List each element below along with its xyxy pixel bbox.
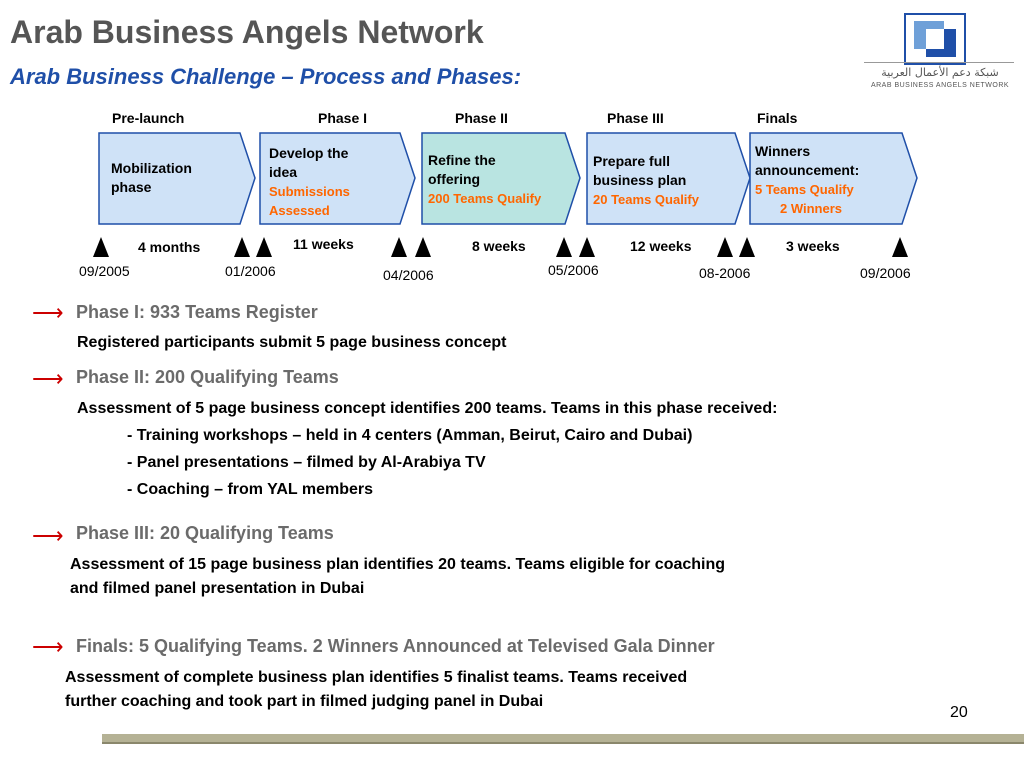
arrow-right-icon: ⟶	[32, 523, 64, 548]
section-bullet: - Panel presentations – filmed by Al-Arabiya TV	[127, 454, 486, 471]
box-phase-2-text: Refine the offering 200 Teams Qualify	[428, 152, 542, 206]
date-label: 01/2006	[225, 263, 276, 279]
triangle-up-icon	[579, 237, 595, 257]
section-text: Assessment of 5 page business concept identifies 200 teams. Teams in this phase received:	[77, 400, 778, 417]
section-text: Registered participants submit 5 page business concept	[77, 334, 507, 351]
section-bullet: - Training workshops – held in 4 centers (Amman, Beirut, Cairo and Dubai)	[127, 427, 693, 444]
logo-arabic-text: شبكة دعم الأعمال العربية	[881, 66, 999, 79]
slide-subtitle: Arab Business Challenge – Process and Phases:	[10, 64, 522, 89]
box-prelaunch-text: Mobilization phase	[111, 160, 192, 195]
triangle-up-icon	[256, 237, 272, 257]
triangle-up-icon	[415, 237, 431, 257]
section-heading-phase-2: Phase II: 200 Qualifying Teams	[76, 367, 339, 387]
page-number: 20	[950, 704, 968, 721]
date-label: 04/2006	[383, 267, 434, 283]
section-text: Assessment of complete business plan identifies 5 finalist teams. Teams received	[65, 669, 688, 686]
phase-header-phase-3: Phase III	[607, 110, 664, 126]
arrow-right-icon: ⟶	[32, 634, 64, 659]
phase-header-finals: Finals	[757, 110, 798, 126]
triangle-up-icon	[739, 237, 755, 257]
section-heading-phase-1: Phase I: 933 Teams Register	[76, 302, 318, 322]
duration-phase-1: 11 weeks	[293, 236, 354, 252]
triangle-up-icon	[234, 237, 250, 257]
phase-header-phase-2: Phase II	[455, 110, 508, 126]
logo-english-text: ARAB BUSINESS ANGELS NETWORK	[870, 82, 1010, 89]
arrow-right-icon: ⟶	[32, 366, 64, 391]
section-heading-finals: Finals: 5 Qualifying Teams. 2 Winners Announced at Televised Gala Dinner	[76, 636, 715, 656]
section-text: Assessment of 15 page business plan identifies 20 teams. Teams eligible for coaching	[70, 556, 726, 573]
date-label: 09/2005	[79, 263, 130, 279]
duration-phase-2: 8 weeks	[472, 238, 526, 254]
triangle-up-icon	[556, 237, 572, 257]
section-text: and filmed panel presentation in Dubai	[70, 580, 365, 597]
phase-header-prelaunch: Pre-launch	[112, 110, 185, 126]
phase-header-phase-1: Phase I	[318, 110, 368, 126]
date-label: 05/2006	[548, 262, 599, 278]
abn-logo-icon	[904, 13, 966, 65]
footer-bar-edge	[102, 742, 1024, 744]
duration-phase-3: 12 weeks	[630, 238, 692, 254]
duration-prelaunch: 4 months	[138, 239, 201, 255]
section-heading-phase-3: Phase III: 20 Qualifying Teams	[76, 523, 334, 543]
triangle-up-icon	[391, 237, 407, 257]
box-finals-text: Winners announcement: 5 Teams Qualify 2 Winners	[755, 143, 860, 216]
triangle-up-icon	[717, 237, 733, 257]
section-text: further coaching and took part in filmed judging panel in Dubai	[65, 693, 544, 710]
footer-bar	[102, 734, 1024, 742]
duration-finals: 3 weeks	[786, 238, 840, 254]
triangle-up-icon	[93, 237, 109, 257]
section-bullet: - Coaching – from YAL members	[127, 481, 373, 498]
date-label: 09/2006	[860, 265, 911, 281]
logo-divider	[864, 62, 1014, 63]
triangle-up-icon	[892, 237, 908, 257]
slide-title: Arab Business Angels Network	[10, 14, 484, 50]
date-label: 08-2006	[699, 265, 751, 281]
box-phase-1-text: Develop the idea Submissions Assessed	[269, 145, 350, 218]
arrow-right-icon: ⟶	[32, 300, 64, 325]
box-phase-3-text: Prepare full business plan 20 Teams Qualify	[593, 153, 699, 207]
